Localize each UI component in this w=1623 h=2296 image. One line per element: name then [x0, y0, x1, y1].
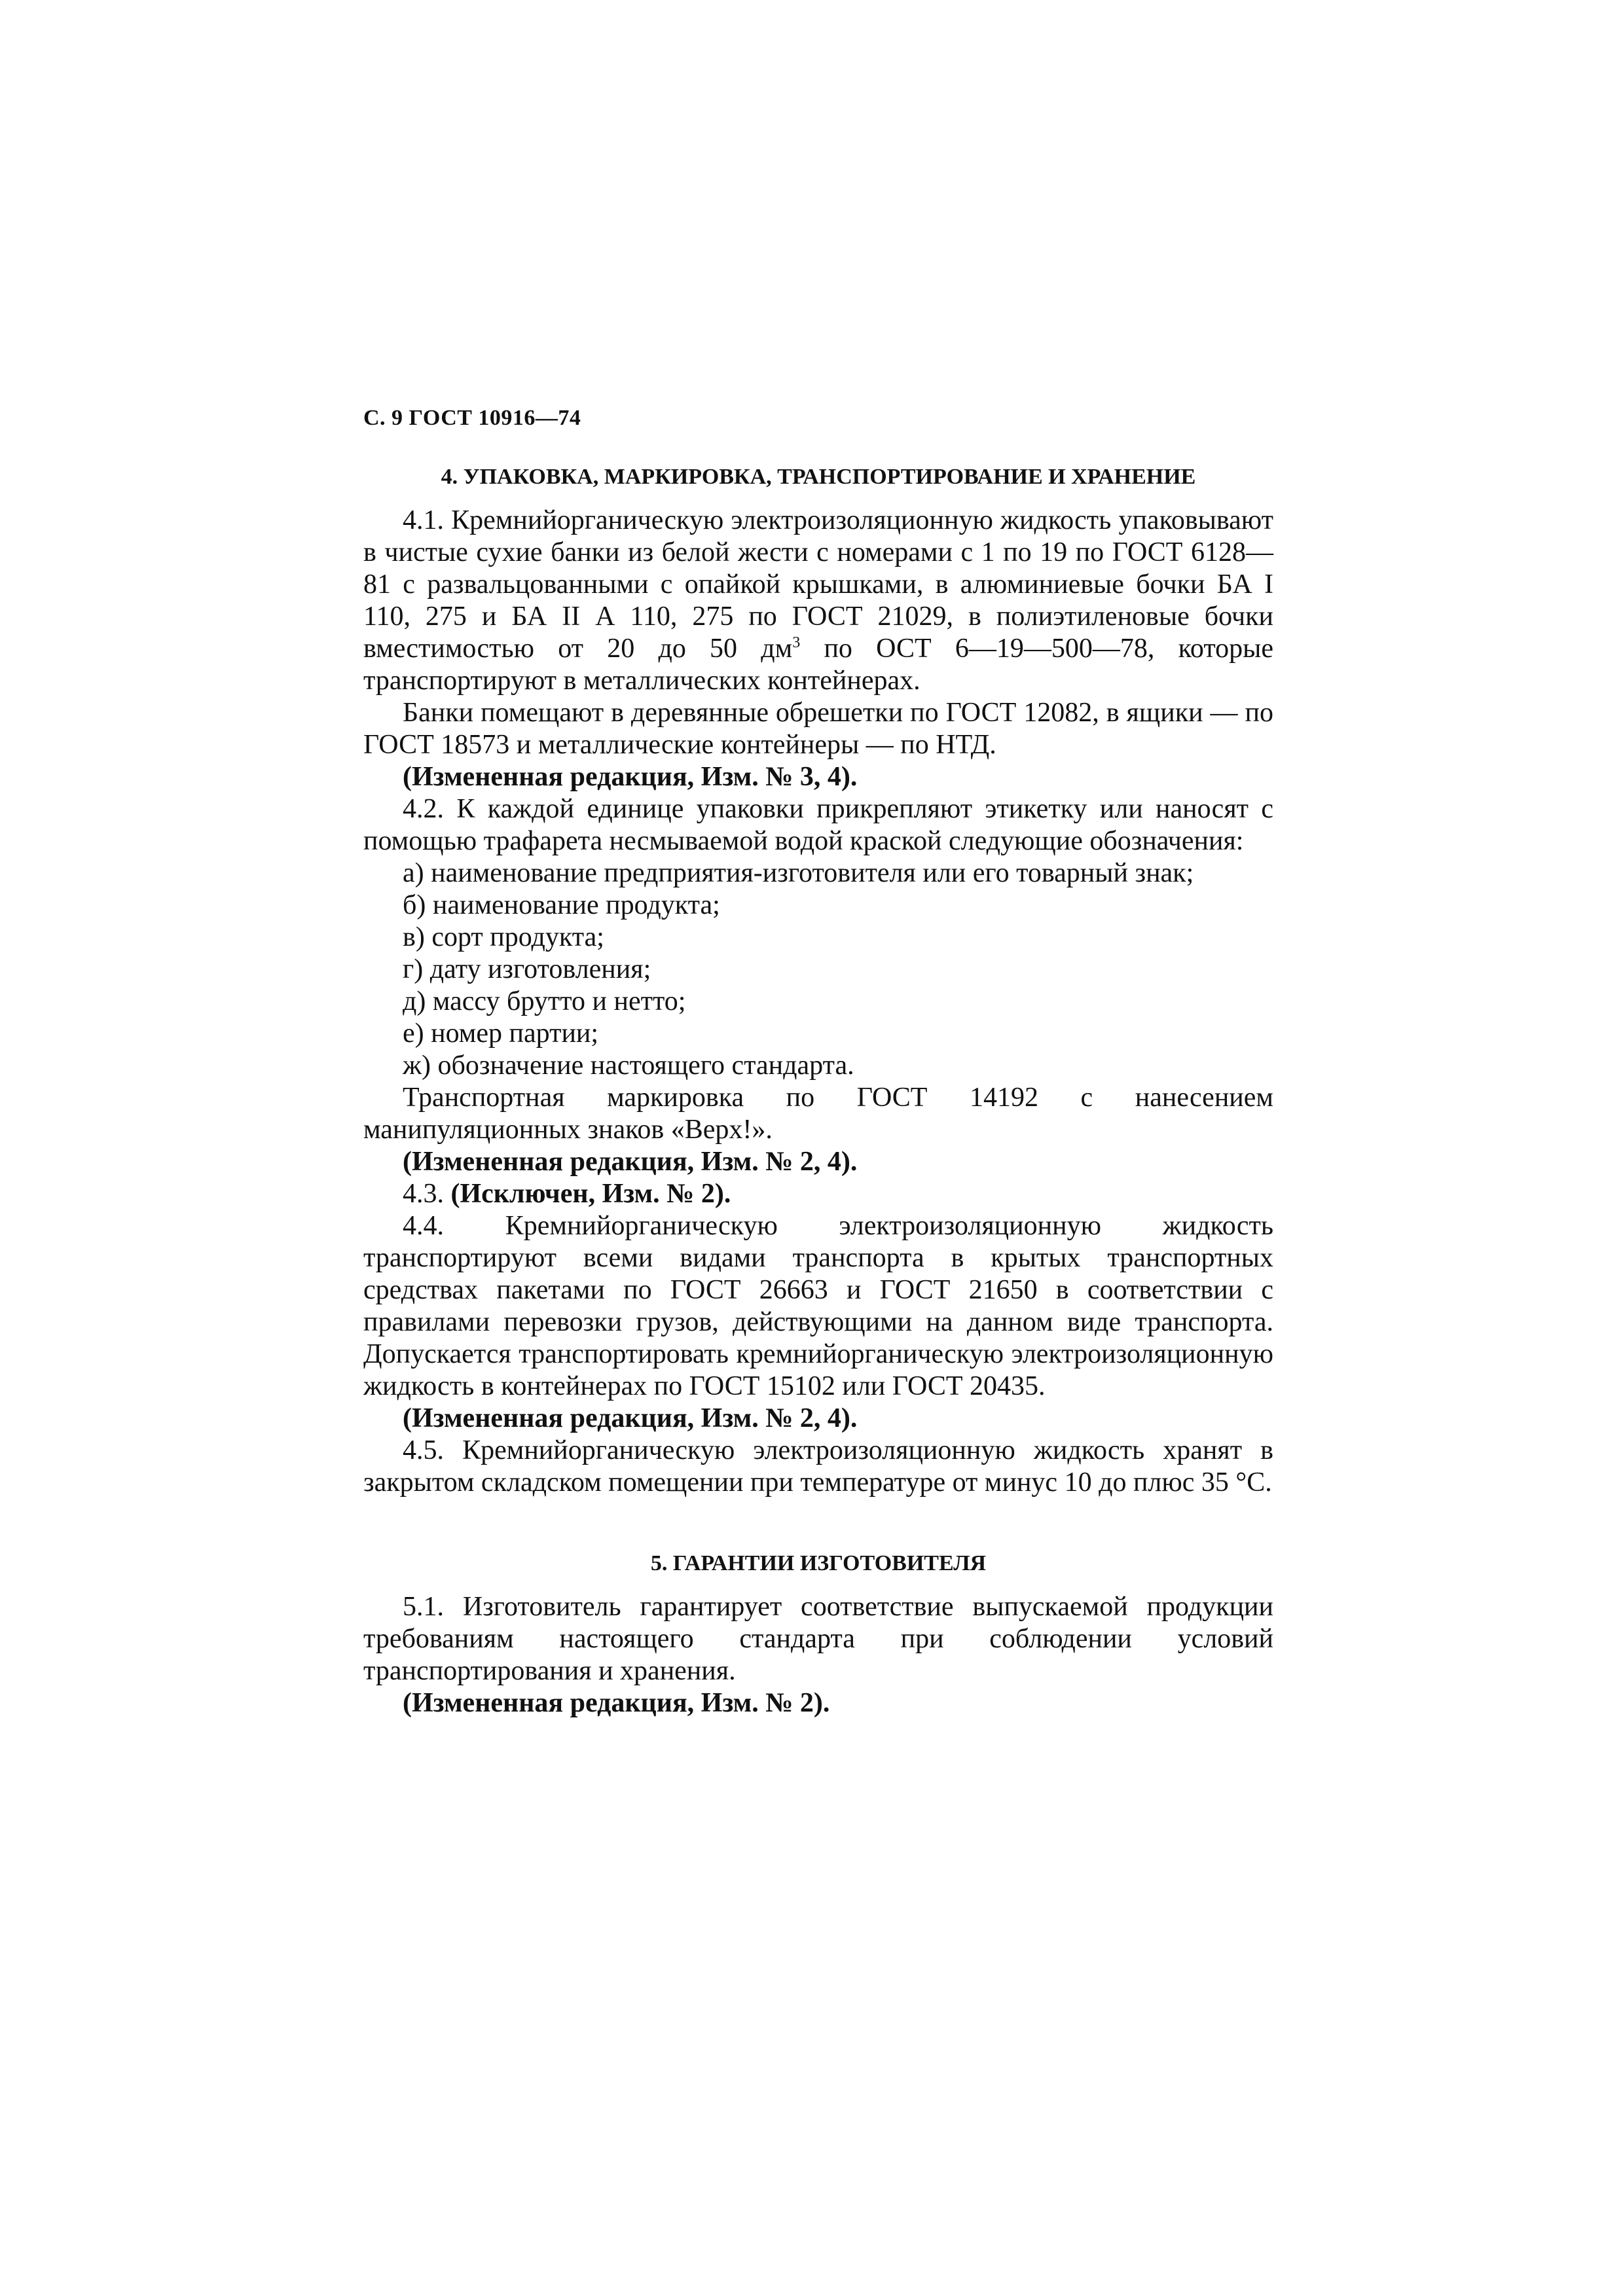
- amendment-note-4: (Измененная редакция, Изм. № 2).: [403, 1688, 830, 1718]
- marking-list: [363, 857, 1273, 1082]
- paragraph-4-2-b: Транспортная маркировка по ГОСТ 14192 с нанесением манипуляционных знаков «Верх!».: [363, 1083, 1273, 1145]
- amendment-note-3: (Измененная редакция, Изм. № 2, 4).: [403, 1403, 858, 1433]
- amendment-note-2: (Измененная редакция, Изм. № 2, 4).: [403, 1147, 858, 1177]
- section-4-title: 4. УПАКОВКА, МАРКИРОВКА, ТРАНСПОРТИРОВАНИЕ И ХРАНЕНИЕ: [441, 465, 1196, 489]
- section-5-title: 5. ГАРАНТИИ ИЗГОТОВИТЕЛЯ: [650, 1551, 987, 1575]
- paragraph-4-1: [363, 505, 1273, 697]
- list-item: г) дату изготовления;: [403, 954, 651, 984]
- list-item: ж) обозначение настоящего стандарта.: [403, 1050, 854, 1081]
- paragraph-4-1-tail: по ОСТ 6—19—500—78, которые транспортируют в металлических контейнерах.: [363, 634, 1273, 696]
- paragraph-4-3-number: 4.3.: [403, 1179, 451, 1209]
- document-body: [363, 452, 1273, 1719]
- section-gap: [363, 1499, 1273, 1538]
- amendment-note-1: (Измененная редакция, Изм. № 3, 4).: [403, 762, 858, 792]
- paragraph-4-1-b: Банки помещают в деревянные обрешетки по ГОСТ 12082, в ящики — по ГОСТ 18573 и металлические контейнеры — по НТД.: [363, 698, 1273, 760]
- paragraph-4-3: [363, 1178, 1273, 1210]
- list-item: в) сорт продукта;: [403, 922, 604, 952]
- paragraph-4-4: 4.4. Кремнийорганическую электроизоляционную жидкость транспортируют всеми видами транспорта в крытых транспортных средствах пакетами по ГОСТ 26663 и ГОСТ 21650 в соответствии с правилами перевозки грузов, действующими на данном виде транспорта. Допускается транспортировать кремнийорганическую электроизоляционную жидкость в контейнерах по ГОСТ 15102 или ГОСТ 20435.: [363, 1211, 1273, 1401]
- list-item: а) наименование предприятия-изготовителя или его товарный знак;: [403, 858, 1194, 888]
- superscript-3: 3: [792, 634, 801, 651]
- paragraph-4-5: 4.5. Кремнийорганическую электроизоляционную жидкость хранят в закрытом складском помещении при температуре от минус 10 до плюс 35 °С.: [363, 1435, 1273, 1498]
- paragraph-4-3-note: (Исключен, Изм. № 2).: [450, 1179, 731, 1209]
- paragraph-4-1-text: 4.1. Кремнийорганическую электроизоляционную жидкость упаковывают в чистые сухие банки из белой жести с номерами с 1 по 19 по ГОСТ 6128—81 с развальцованными с опайкой крышками, в алюминиевые бочки БА I 110, 275 и БА II А 110, 275 по ГОСТ 21029, в полиэтиленовые бочки вместимостью от 20 до 50 дм: [363, 505, 1273, 664]
- paragraph-4-2: 4.2. К каждой единице упаковки прикрепляют этикетку или наносят с помощью трафарета несмываемой водой краской следующие обозначения:: [363, 794, 1273, 856]
- list-item: б) наименование продукта;: [403, 890, 720, 920]
- page-header: С. 9 ГОСТ 10916—74: [363, 406, 581, 430]
- list-item: е) номер партии;: [403, 1018, 599, 1049]
- paragraph-5-1: 5.1. Изготовитель гарантирует соответствие выпускаемой продукции требованиям настоящего стандарта при соблюдении условий транспортирования и хранения.: [363, 1592, 1273, 1686]
- list-item: д) массу брутто и нетто;: [403, 986, 686, 1016]
